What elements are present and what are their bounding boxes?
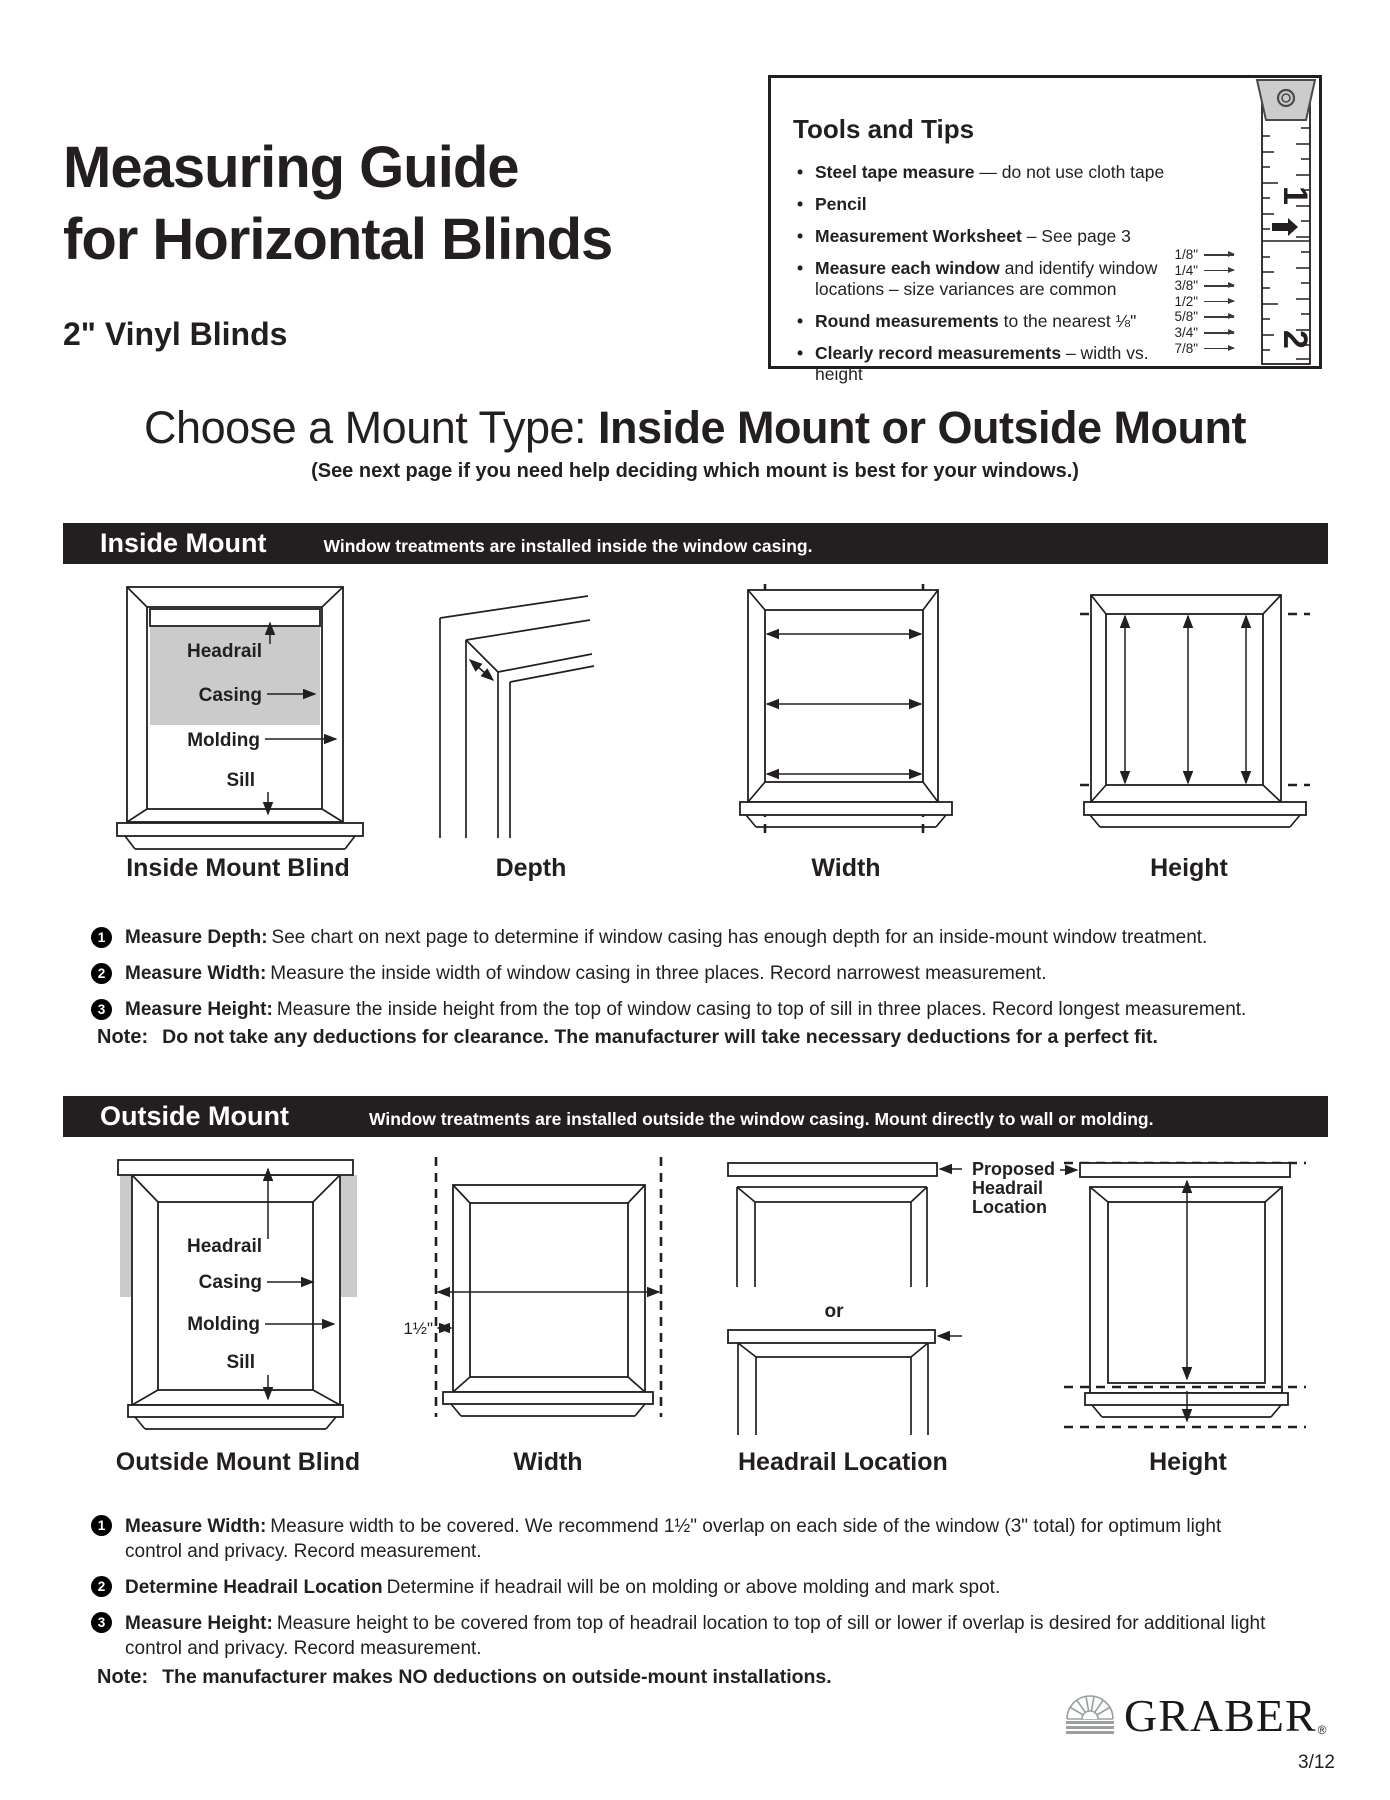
product-subtitle: 2" Vinyl Blinds — [63, 316, 288, 352]
page-title — [63, 132, 612, 276]
step-label: Measure Height: — [125, 1613, 273, 1634]
step-number-badge: 2 — [91, 1576, 112, 1597]
step-number-badge: 2 — [91, 963, 112, 984]
fraction-label: 1/8" — [1174, 247, 1198, 262]
window-frame-top — [738, 1343, 928, 1435]
fraction-row — [1140, 325, 1240, 341]
ruler-illustration — [1248, 80, 1324, 364]
section-title: Outside Mount — [100, 1101, 289, 1131]
window-frame-top — [737, 1187, 927, 1287]
fraction-label: 7/8" — [1174, 340, 1198, 356]
window-sill — [117, 823, 363, 849]
arrow-right-icon — [1204, 332, 1234, 334]
window-sill — [740, 802, 952, 827]
headrail-location-diagram — [700, 1155, 968, 1440]
arrow-right-icon — [1204, 254, 1234, 256]
step-label: Measure Width: — [125, 963, 267, 984]
note-label: Note: — [97, 1026, 149, 1048]
proposed-headrail-location-label: Proposed Headrail Location — [972, 1159, 1056, 1217]
arrow-right-icon — [1204, 316, 1234, 318]
registered-mark: ® — [1317, 1723, 1327, 1737]
inside-mount-blind-diagram — [105, 577, 375, 855]
ruler-number: 2 — [1276, 330, 1314, 349]
step-number-badge: 3 — [91, 1612, 112, 1633]
fraction-label: 3/4" — [1174, 324, 1198, 340]
inside-mount-section-bar — [63, 523, 1328, 564]
page-title-line2: for Horizontal Blinds — [63, 207, 613, 272]
note-text: The manufacturer makes NO deductions on outside-mount installations. — [162, 1666, 832, 1688]
headrail-label: Headrail — [187, 1236, 262, 1257]
outside-mount-steps — [83, 1514, 1273, 1672]
bullet-lead: Round measurements — [815, 311, 999, 331]
window-frame — [1090, 1187, 1282, 1393]
inside-height-diagram — [1078, 582, 1313, 844]
fraction-label: 3/8" — [1174, 278, 1198, 294]
diagram-caption: Height — [1150, 854, 1228, 882]
tools-bullet-list — [795, 162, 1167, 396]
bullet-lead: Measure each window — [815, 258, 1000, 278]
arrow-right-icon — [1204, 348, 1234, 350]
mount-type-note: (See next page if you need help deciding which mount is best for your windows.) — [311, 460, 1079, 482]
headrail-label: Headrail — [187, 641, 262, 662]
window-frame — [1091, 595, 1281, 802]
step-label: Determine Headrail Location — [125, 1577, 383, 1598]
page-title-line1: Measuring Guide — [63, 135, 519, 200]
tape-measure-clip-icon — [1257, 80, 1315, 120]
window-frame — [748, 590, 938, 802]
fraction-row — [1140, 278, 1240, 294]
bullet-lead: Steel tape measure — [815, 162, 975, 182]
fraction-row — [1140, 247, 1240, 263]
step-text: Measure the inside height from the top of window casing to top of sill in three places. Record longest measurement. — [276, 999, 1247, 1020]
step-number-badge: 1 — [91, 1515, 112, 1536]
step-text: See chart on next page to determine if window casing has enough depth for an inside-mount window treatment. — [271, 927, 1208, 948]
or-label: or — [824, 1301, 844, 1322]
diagram-caption: Headrail Location — [738, 1448, 948, 1476]
list-item — [795, 343, 1167, 385]
window-frame — [453, 1185, 645, 1392]
step-text: Measure the inside width of window casing in three places. Record narrowest measurement. — [270, 963, 1047, 984]
headrail-above-molding — [728, 1163, 937, 1176]
step-text: Measure width to be covered. We recommend 1½" overlap on each side of the window (3" total) for optimum light control and privacy. Record measurement. — [125, 1516, 1222, 1562]
inside-mount-steps — [83, 926, 1333, 1034]
diagram-caption: Outside Mount Blind — [115, 1448, 361, 1476]
inside-mount-note — [97, 1026, 1158, 1049]
step-item — [83, 1514, 1273, 1564]
graber-arch-window-icon — [1062, 1692, 1118, 1736]
note-label: Note: — [97, 1666, 149, 1688]
mount-heading-emphasis: Inside Mount or Outside Mount — [598, 402, 1246, 453]
step-item — [83, 998, 1333, 1021]
list-item — [795, 226, 1167, 247]
fraction-row — [1140, 341, 1240, 357]
step-label: Measure Depth: — [125, 927, 268, 948]
depth-diagram — [420, 588, 595, 846]
overlap-label: 1½" — [403, 1319, 433, 1338]
step-text: Determine if headrail will be on molding or above molding and mark spot. — [386, 1577, 1001, 1598]
molding-label: Molding — [187, 730, 260, 751]
casing-label: Casing — [198, 1272, 262, 1293]
arrow-right-icon — [1204, 285, 1234, 287]
diagram-caption: Depth — [495, 854, 567, 882]
bullet-lead: Measurement Worksheet — [815, 226, 1022, 246]
fraction-label: 1/4" — [1174, 262, 1198, 278]
step-item — [83, 926, 1333, 949]
window-casing-corner — [440, 596, 594, 838]
outside-mount-blind-diagram — [105, 1155, 375, 1440]
bullet-lead: Clearly record measurements — [815, 343, 1062, 363]
headrail-bar — [118, 1160, 353, 1175]
page-number: 3/12 — [1298, 1752, 1335, 1773]
mount-heading-lead: Choose a Mount Type: — [144, 402, 599, 453]
headrail-on-molding — [728, 1330, 935, 1343]
sill-label: Sill — [226, 770, 255, 791]
outside-height-diagram — [1060, 1155, 1310, 1440]
list-item — [795, 311, 1167, 332]
headrail-bar — [150, 609, 320, 626]
window-sill — [1084, 802, 1306, 827]
step-number-badge: 1 — [91, 927, 112, 948]
casing-label: Casing — [198, 685, 262, 706]
arrow-right-icon — [1204, 270, 1234, 272]
sill-label: Sill — [226, 1352, 255, 1373]
brand-name: GRABER — [1124, 1690, 1317, 1741]
list-item — [795, 258, 1167, 300]
step-label: Measure Height: — [125, 999, 273, 1020]
fraction-label: 5/8" — [1174, 309, 1198, 325]
fraction-label: 1/2" — [1174, 293, 1198, 309]
bullet-rest: – See page 3 — [1021, 226, 1131, 246]
bullet-rest: – width vs. height — [815, 343, 1149, 384]
step-item — [83, 1611, 1273, 1661]
fraction-row — [1140, 263, 1240, 279]
diagram-caption: Height — [1149, 1448, 1227, 1476]
diagram-caption: Inside Mount Blind — [126, 854, 350, 882]
section-title: Inside Mount — [100, 528, 267, 558]
mount-type-heading — [0, 402, 1390, 454]
window-sill — [443, 1392, 653, 1416]
molding-label: Molding — [187, 1314, 260, 1335]
diagram-caption: Width — [811, 854, 881, 882]
step-label: Measure Width: — [125, 1516, 267, 1537]
bullet-rest: to the nearest ⅛" — [998, 311, 1137, 331]
tools-heading: Tools and Tips — [793, 114, 975, 144]
bullet-rest: — do not use cloth tape — [974, 162, 1165, 182]
list-item — [795, 194, 1167, 215]
outside-width-diagram — [395, 1155, 675, 1425]
ruler-number: 1 — [1276, 186, 1314, 205]
list-item — [795, 162, 1167, 183]
brand-logo — [1062, 1690, 1327, 1741]
ruler-fraction-callouts — [1140, 247, 1240, 356]
fraction-row — [1140, 294, 1240, 310]
fraction-row — [1140, 309, 1240, 325]
section-subtitle: Window treatments are installed outside the window casing. Mount directly to wall or molding. — [368, 1109, 1154, 1129]
arrow-right-icon — [1204, 301, 1234, 303]
window-sill — [128, 1405, 343, 1429]
bullet-rest: and identify window locations – size variances are common — [815, 258, 1158, 299]
step-item — [83, 962, 1333, 985]
inside-width-diagram — [740, 582, 955, 844]
note-text: Do not take any deductions for clearance. The manufacturer will take necessary deductions for a perfect fit. — [162, 1026, 1158, 1048]
step-number-badge: 3 — [91, 999, 112, 1020]
headrail-bar — [1080, 1163, 1290, 1177]
step-item — [83, 1575, 1273, 1600]
bullet-lead: Pencil — [815, 194, 867, 214]
diagram-caption: Width — [513, 1448, 583, 1476]
outside-mount-note — [97, 1666, 832, 1689]
outside-mount-section-bar — [63, 1096, 1328, 1137]
step-text: Measure height to be covered from top of headrail location to top of sill or lower if overlap is desired for additional light control and privacy. Record measurement. — [125, 1613, 1266, 1659]
section-subtitle: Window treatments are installed inside the window casing. — [323, 536, 813, 556]
